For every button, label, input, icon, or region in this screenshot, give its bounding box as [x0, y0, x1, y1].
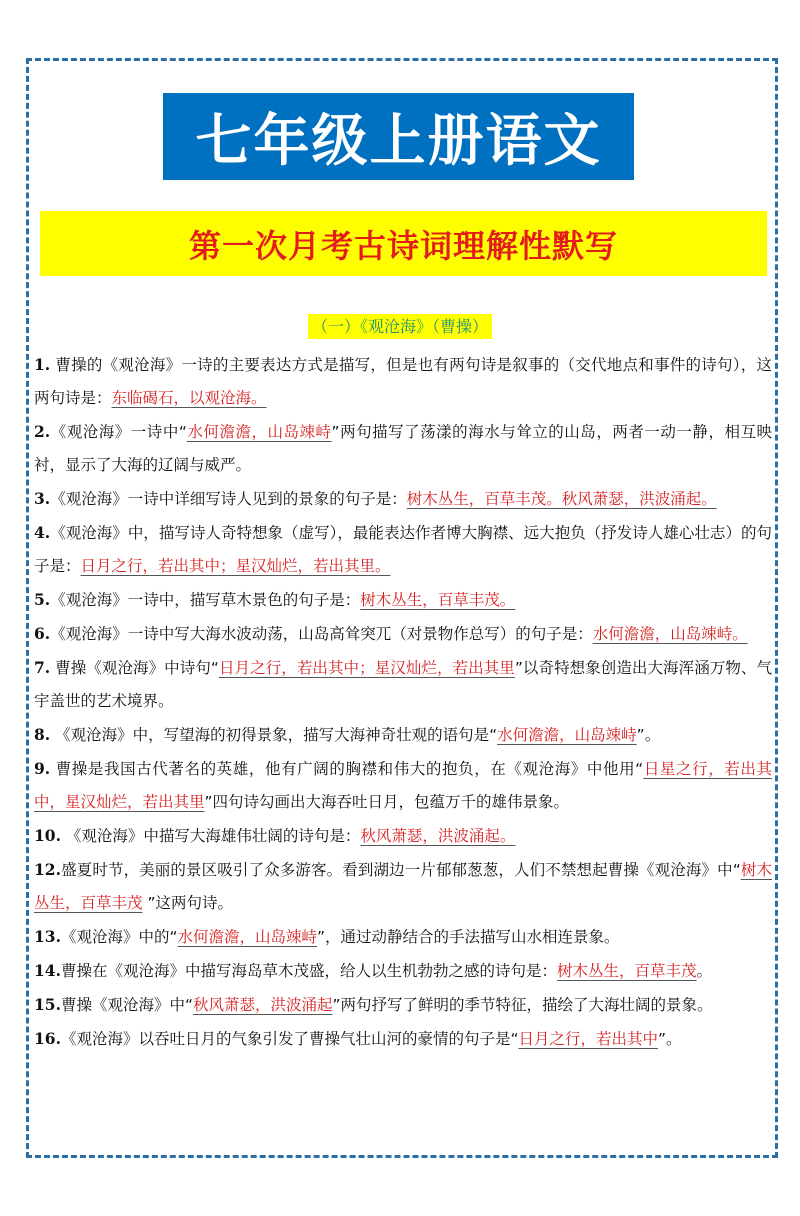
question-item: 12.盛夏时节，美丽的景区吸引了众多游客。看到湖边一片郁郁葱葱，人们不禁想起曹操《观沧海》中“树木丛生，百草丰茂 ”这两句诗。 — [34, 860, 772, 912]
question-item: 10. 《观沧海》中描写大海雄伟壮阔的诗句是：秋风萧瑟，洪波涌起。 — [34, 826, 516, 845]
section-title: （一）《观沧海》（曹操） — [308, 314, 492, 339]
title-banner — [163, 93, 634, 180]
answer-text: 东临碣石，以观沧海。 — [111, 389, 267, 407]
answer-text: 日月之行，若出其中 — [518, 1030, 659, 1048]
question-item: 16.《观沧海》以吞吐日月的气象引发了曹操气壮山河的豪情的句子是“日月之行，若出其中”。 — [34, 1029, 682, 1048]
question-item: 6.《观沧海》一诗中写大海水波动荡，山岛高耸突兀（对景物作总写）的句子是：水何澹澹，山岛竦峙。 — [34, 624, 748, 643]
answer-text: 水何澹澹，山岛竦峙 — [497, 726, 637, 744]
answer-text: 日月之行，若出其中；星汉灿烂，若出其里。 — [80, 557, 391, 575]
question-item: 13.《观沧海》中的“水何澹澹，山岛竦峙”，通过动静结合的手法描写山水相连景象。 — [34, 927, 620, 946]
question-item: 7. 曹操《观沧海》中诗句“日月之行，若出其中；星汉灿烂，若出其里”以奇特想象创造出大海浑涵万物、气宇盖世的艺术境界。 — [34, 658, 772, 710]
question-item: 8. 《观沧海》中，写望海的初得景象，描写大海神奇壮观的语句是“水何澹澹，山岛竦峙”。 — [34, 725, 661, 744]
subtitle-banner — [40, 211, 767, 276]
answer-text: 树木丛生，百草丰茂 — [34, 861, 772, 912]
question-item: 4.《观沧海》中，描写诗人奇特想象（虚写），最能表达作者博大胸襟、远大抱负（抒发诗人雄心壮志）的句子是：日月之行，若出其中；星汉灿烂，若出其里。 — [34, 523, 772, 575]
section-heading — [0, 314, 800, 337]
question-item: 15.曹操《观沧海》中“秋风萧瑟，洪波涌起”两句抒写了鲜明的季节特征，描绘了大海壮阔的景象。 — [34, 995, 713, 1014]
answer-text: 水何澹澹，山岛竦峙。 — [592, 625, 748, 643]
answer-text: 树木丛生，百草丰茂。秋风萧瑟，洪波涌起。 — [406, 490, 717, 508]
question-item: 14.曹操在《观沧海》中描写海岛草木茂盛，给人以生机勃勃之感的诗句是：树木丛生，百草丰茂。 — [34, 961, 713, 980]
answer-text: 日星之行，若出其中，星汉灿烂，若出其里 — [34, 760, 772, 811]
answer-text: 日月之行，若出其中；星汉灿烂，若出其里 — [218, 659, 515, 677]
question-list — [34, 348, 772, 1056]
answer-text: 水何澹澹，山岛竦峙 — [177, 928, 318, 946]
question-item: 5.《观沧海》一诗中，描写草木景色的句子是：树木丛生，百草丰茂。 — [34, 590, 516, 609]
answer-text: 水何澹澹，山岛竦峙 — [186, 423, 332, 441]
page-title: 七年级上册语文 — [195, 108, 602, 174]
question-item: 9. 曹操是我国古代著名的英雄，他有广阔的胸襟和伟大的抱负，在《观沧海》中他用“日星之行，若出其中，星汉灿烂，若出其里”四句诗勾画出大海吞吐日月，包蕴万千的雄伟景象。 — [34, 759, 772, 811]
answer-text: 秋风萧瑟，洪波涌起 — [193, 996, 333, 1014]
page-subtitle: 第一次月考古诗词理解性默写 — [188, 226, 618, 265]
answer-text: 秋风萧瑟，洪波涌起。 — [360, 827, 516, 845]
answer-text: 树木丛生，百草丰茂。 — [360, 591, 516, 609]
question-item: 2.《观沧海》一诗中“水何澹澹，山岛竦峙”两句描写了荡漾的海水与耸立的山岛，两者一动一静，相互映衬，显示了大海的辽阔与威严。 — [34, 422, 772, 474]
question-item: 3.《观沧海》一诗中详细写诗人见到的景象的句子是：树木丛生，百草丰茂。秋风萧瑟，洪波涌起。 — [34, 489, 717, 508]
answer-text: 树木丛生，百草丰茂 — [556, 962, 697, 980]
question-item: 1. 曹操的《观沧海》一诗的主要表达方式是描写，但是也有两句诗是叙事的（交代地点和事件的诗句），这两句诗是：东临碣石，以观沧海。 — [34, 355, 772, 407]
